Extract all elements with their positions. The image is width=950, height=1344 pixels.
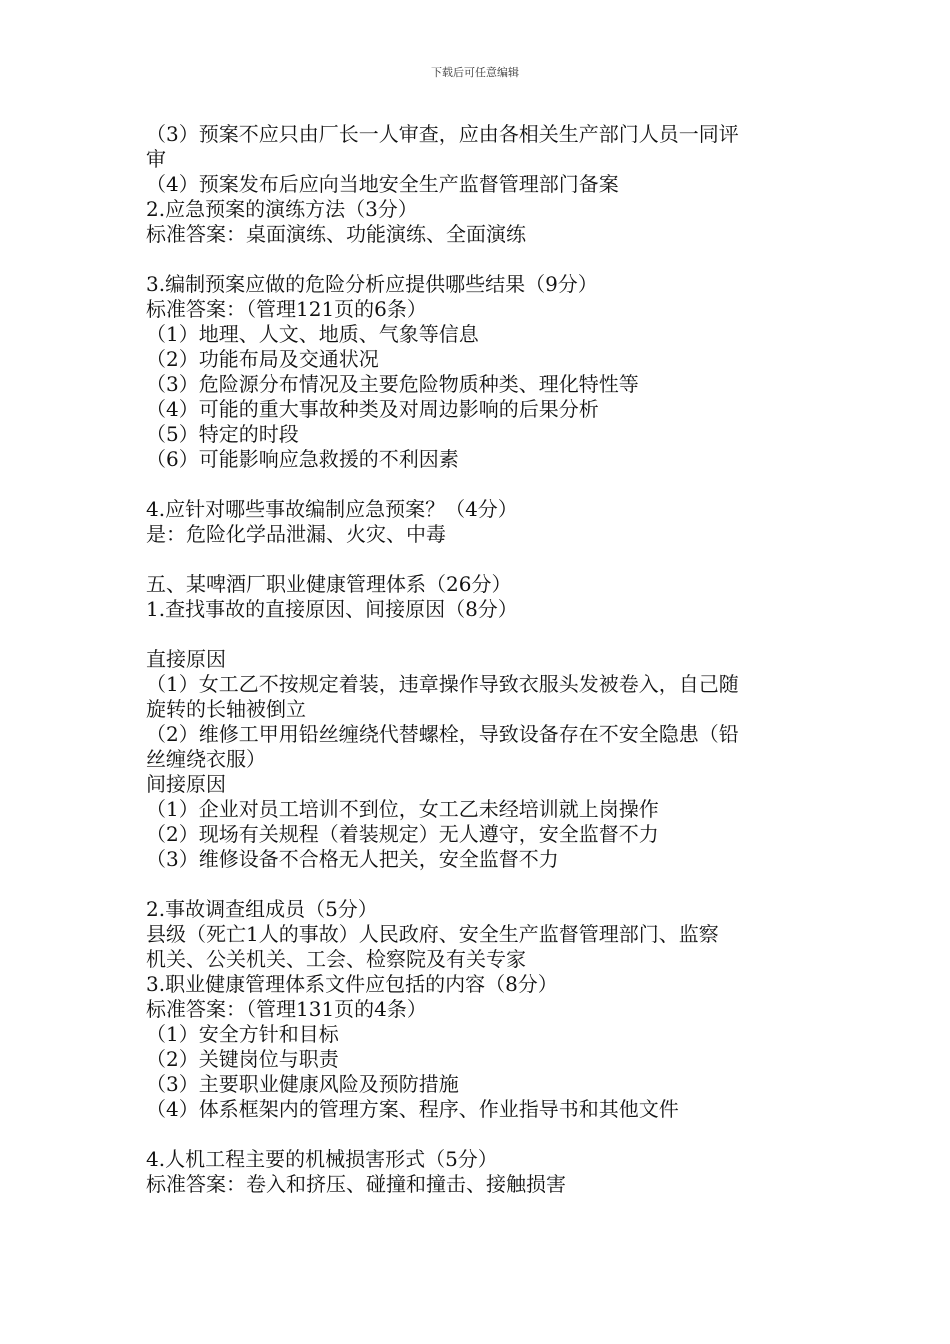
text-line: （4）预案发布后应向当地安全生产监督管理部门备案 (146, 172, 619, 196)
text-line: 是：危险化学品泄漏、火灾、中毒 (146, 522, 446, 546)
text-line: （3）维修设备不合格无人把关，安全监督不力 (146, 847, 559, 871)
text-line: （1）女工乙不按规定着装，违章操作导致衣服头发被卷入，自己随 (146, 672, 739, 696)
text-line: 标准答案：（管理121页的6条） (146, 297, 427, 321)
text-line: 直接原因 (146, 647, 226, 671)
document-body (146, 122, 816, 1197)
text-line: （3）危险源分布情况及主要危险物质种类、理化特性等 (146, 372, 639, 396)
blank-line (146, 622, 816, 647)
text-line: 标准答案：（管理131页的4条） (146, 997, 427, 1021)
text-line: 2.应急预案的演练方法（3分） (146, 197, 418, 221)
text-line: （2）现场有关规程（着装规定）无人遵守，安全监督不力 (146, 822, 659, 846)
blank-line (146, 1122, 816, 1147)
text-line: （2）功能布局及交通状况 (146, 347, 379, 371)
text-line: 2.事故调查组成员（5分） (146, 897, 378, 921)
text-line: 间接原因 (146, 772, 226, 796)
text-line: 4.人机工程主要的机械损害形式（5分） (146, 1147, 498, 1171)
text-line: 4.应针对哪些事故编制应急预案？（4分） (146, 497, 518, 521)
blank-line (146, 247, 816, 272)
text-line: 标准答案：卷入和挤压、碰撞和撞击、接触损害 (146, 1172, 566, 1196)
text-line: （2）关键岗位与职责 (146, 1047, 339, 1071)
text-line: 3.编制预案应做的危险分析应提供哪些结果（9分） (146, 272, 598, 296)
text-line: 机关、公关机关、工会、检察院及有关专家 (146, 947, 526, 971)
text-line: （6）可能影响应急救援的不利因素 (146, 447, 459, 471)
text-line: 审 (146, 147, 166, 171)
blank-line (146, 872, 816, 897)
text-line: （1）安全方针和目标 (146, 1022, 339, 1046)
blank-line (146, 472, 816, 497)
text-line: 标准答案：桌面演练、功能演练、全面演练 (146, 222, 526, 246)
text-line: 县级（死亡1人的事故）人民政府、安全生产监督管理部门、监察 (146, 922, 719, 946)
text-line: 旋转的长轴被倒立 (146, 697, 306, 721)
text-line: （4）体系框架内的管理方案、程序、作业指导书和其他文件 (146, 1097, 679, 1121)
page-header: 下载后可任意编辑 (431, 66, 519, 79)
text-line: （2）维修工甲用铅丝缠绕代替螺栓，导致设备存在不安全隐患（铅 (146, 722, 739, 746)
text-line: 丝缠绕衣服） (146, 747, 266, 771)
text-line: （3）预案不应只由厂长一人审查，应由各相关生产部门人员一同评 (146, 122, 739, 146)
blank-line (146, 547, 816, 572)
text-line: 3.职业健康管理体系文件应包括的内容（8分） (146, 972, 558, 996)
text-line: （4）可能的重大事故种类及对周边影响的后果分析 (146, 397, 599, 421)
text-line: （1）企业对员工培训不到位，女工乙未经培训就上岗操作 (146, 797, 659, 821)
text-line: 五、某啤酒厂职业健康管理体系（26分） (146, 572, 512, 596)
text-line: （3）主要职业健康风险及预防措施 (146, 1072, 459, 1096)
text-line: （1）地理、人文、地质、气象等信息 (146, 322, 479, 346)
text-line: 1.查找事故的直接原因、间接原因（8分） (146, 597, 518, 621)
text-line: （5）特定的时段 (146, 422, 299, 446)
